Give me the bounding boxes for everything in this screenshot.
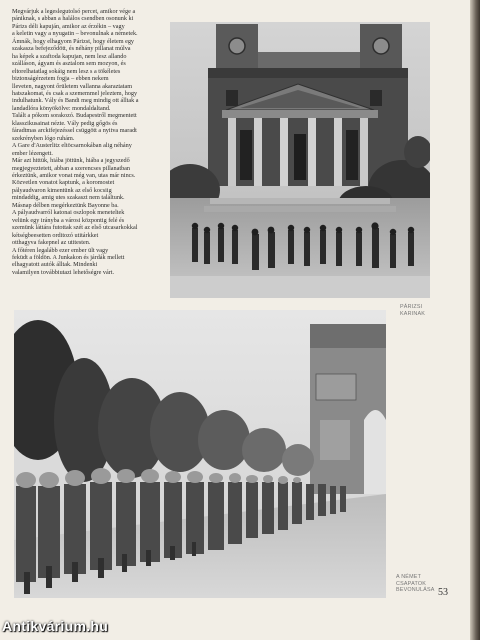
article-line: otthagyva fakepnel az utitesten. (12, 239, 91, 247)
article-line: A Gare d'Austerlitz eltöcsarnokában alig néhány (12, 142, 132, 150)
article-line: a keletin vagy a nyugatin – bevonulnak a németek. (12, 30, 138, 38)
caption-line: A NÉMET (396, 574, 422, 580)
article-line: indulhatunk. Vály és Bandi meg mindig ott álltak a (12, 97, 139, 105)
article-line: megjegyeztetett, abban a szerencses pillanatban (12, 164, 131, 172)
article-line: Párizs déli kapuján, amikor az érzékin – vagy (12, 22, 125, 30)
article-text (12, 8, 164, 296)
article-line: valamilyen továbbiutazi lehetőségre várt. (12, 268, 115, 276)
arch-march-photo (14, 310, 386, 598)
caption-line: PÁRIZSI (400, 304, 423, 310)
watermark: Antikvárium.hu (2, 618, 109, 634)
article-line: Megvárjuk a legeslegutolsó percet, amikor vége a (12, 8, 136, 15)
church-photo (170, 22, 430, 298)
article-line: kétségbeesetten orditozó utitárkket (12, 231, 99, 239)
article-line: A főtéren legalább ezer ember ült vagy (12, 246, 109, 254)
article-line: feküdt a földön. A Junkakon és járdák mellett (12, 253, 125, 261)
caption-line: KARINAK (400, 310, 426, 317)
article-line: fáradtmas arckifejezéssel csüggött a nyitva maradt (12, 127, 137, 135)
page-edge (470, 0, 480, 640)
article-line: szakasza befejeződött, és néhány pillanat múlva (12, 45, 131, 53)
top-photo-caption (400, 304, 460, 317)
article-line: Már azt hittük, hiába jöttünk, hiába a jegyszedő (12, 157, 130, 165)
article-line: lleveten, nagyont őrületem vallanna akaraztatam (12, 82, 133, 90)
page-number: 53 (438, 587, 448, 598)
article-line: Talált a pókom sorakozó. Budapestről megmentett (12, 112, 137, 120)
article-line: ember lézengett. (12, 149, 53, 157)
article-line: hatszakomat, és csak a szememmel jeleztem, hogy (12, 89, 138, 97)
article-line: biztonságérzetem fogja – ebben nekem (12, 75, 109, 83)
article-line: klasszikusainat nézte. Vály pedig gőgös és (12, 119, 118, 127)
article-line: eltorelhatatlag sokáig nem lesz s a tökéletes (12, 67, 121, 75)
bottom-photo-caption (396, 574, 460, 594)
article-line: pályaudvaron kimentünk az első kocsiig (12, 186, 112, 194)
article-line: elhagyatott autók álltak. Mindenki (12, 261, 98, 269)
article-line: ha képek a szaftoda kapujan, nem lesz allando (12, 52, 127, 60)
article-line: velünk egy irányba a városi központig felé és (12, 216, 125, 224)
article-line: Közvetlen vonatot kaptunk, a koromostet (12, 179, 115, 187)
caption-line: CSAPATOK (396, 580, 427, 587)
article-line: szálláson, ágyam és asztalom sem mozyon, és (12, 60, 126, 68)
caption-line: BEVONULÁSA (396, 587, 435, 594)
article-line: Ámnák, hogy elhagyom Párizst, hogy életem egy (12, 37, 135, 45)
article-line: Másnap délben megérkeztünk Bayonne ba. (12, 201, 119, 209)
article-line: szekrényben lógo ruhám. (12, 134, 75, 142)
article-line: mindaddig, amig utes szakaszt nem találtunk. (12, 194, 125, 202)
article-line: A pályaudvarról katonai oszlopok meneteltek (12, 209, 125, 217)
article-line: érkeztünk, amikor vonat még van, utas már nincs. (12, 171, 136, 179)
article-line: landadlóra könyökölve: mondaldaltand. (12, 104, 111, 112)
article-line: szemünk láttára futottak szét az első utcasarkokkal (12, 224, 138, 232)
article-line: pániknak, s abban a halálos csendben osonunk ki (12, 15, 134, 23)
